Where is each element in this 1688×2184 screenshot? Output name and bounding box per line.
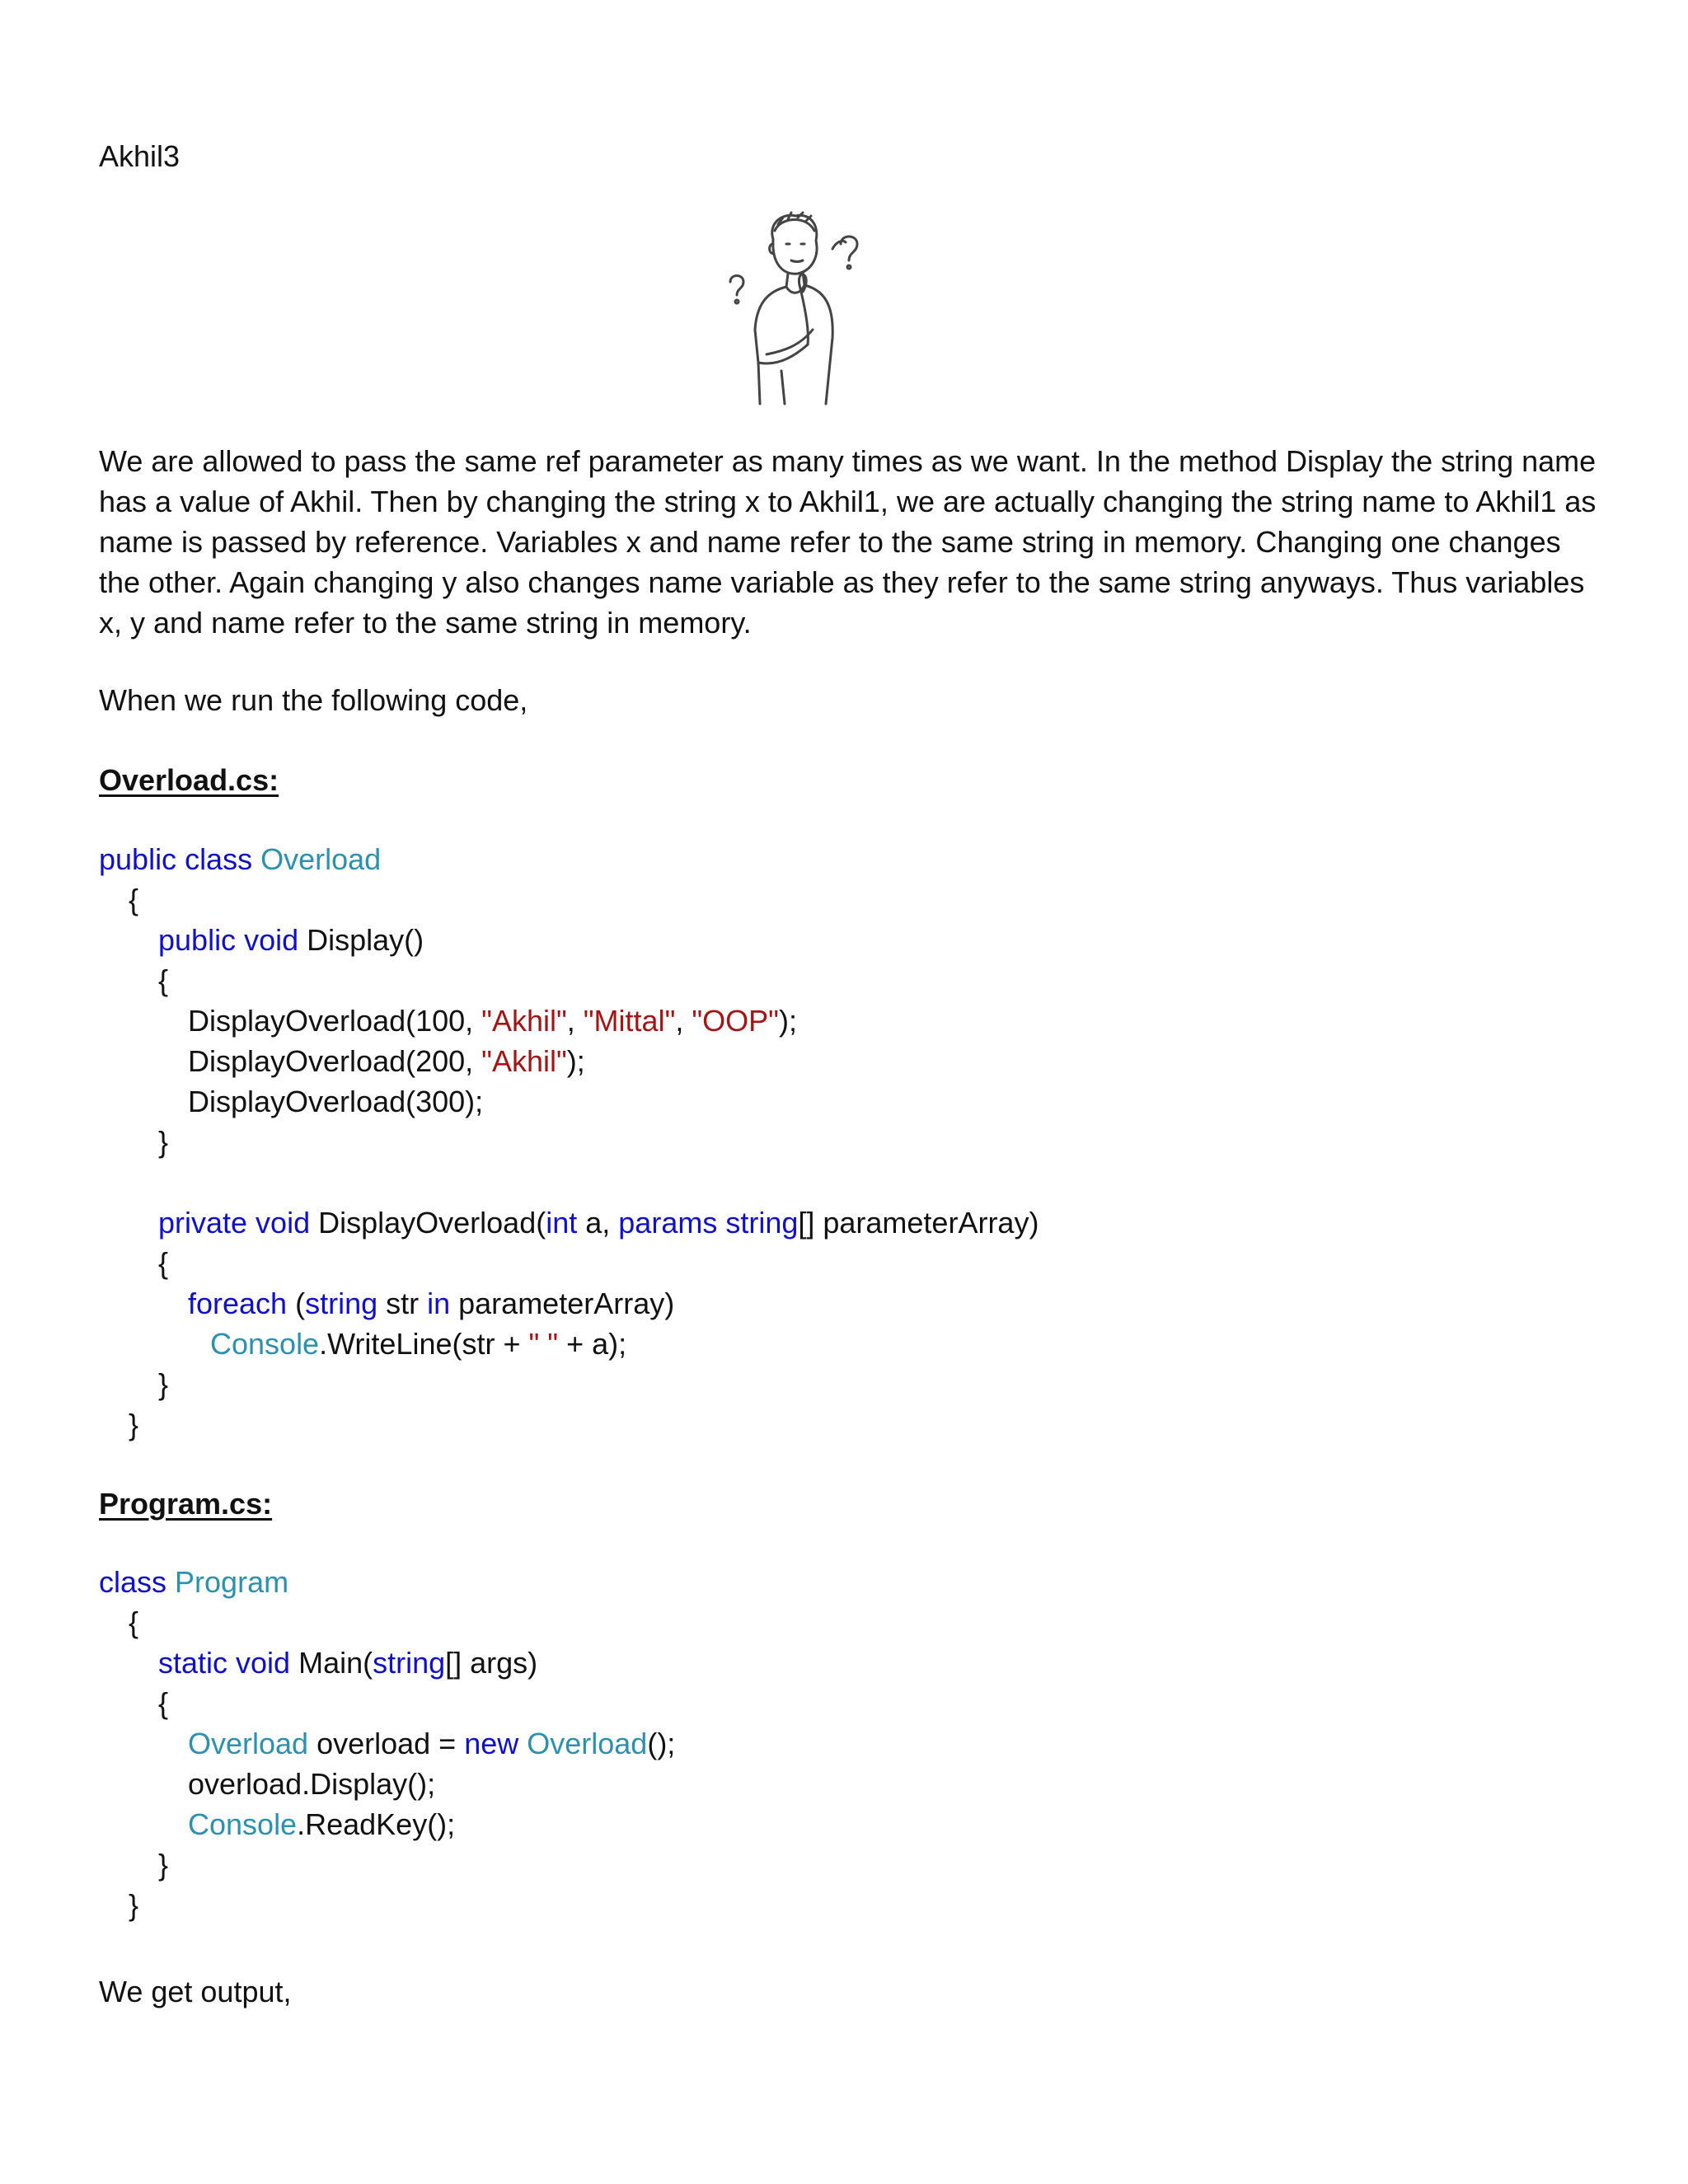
code-line (99, 839, 381, 879)
code-token: { (158, 1686, 169, 1720)
code-token: DisplayOverload(100, (188, 1004, 482, 1038)
code-token: ( (287, 1286, 306, 1320)
code-token: } (158, 1367, 169, 1401)
code-line (188, 1081, 483, 1122)
code-token: Main( (298, 1646, 373, 1680)
run-code-text: When we run the following code, (99, 683, 528, 717)
code-token: "Akhil" (481, 1004, 567, 1038)
code-line (188, 1283, 674, 1324)
code-token: } (158, 1848, 169, 1882)
code-token: in (427, 1286, 451, 1320)
thinking-person-illustration (709, 206, 874, 412)
code-line (158, 920, 424, 960)
code-token: , (566, 1004, 584, 1038)
code-token: static void (158, 1646, 299, 1680)
code-line (158, 1202, 1039, 1243)
code-token: parameterArray) (450, 1286, 675, 1320)
code-token: { (158, 1246, 169, 1280)
code-line (158, 960, 168, 1001)
code-token: private void (158, 1206, 319, 1240)
output-text: We get output, (99, 1975, 292, 2008)
code-token: } (129, 1888, 139, 1922)
code-token: Overload (527, 1727, 648, 1760)
code-token: string (305, 1286, 378, 1320)
code-token: new (464, 1727, 528, 1760)
program-file-heading: Program.cs: (99, 1487, 273, 1521)
code-token: Display() (307, 923, 424, 957)
code-line (158, 1243, 168, 1283)
code-token: int (546, 1206, 578, 1240)
code-token: Console (210, 1327, 320, 1361)
code-token: [] parameterArray) (798, 1206, 1039, 1240)
code-token: .ReadKey(); (297, 1807, 456, 1841)
code-line (188, 1041, 585, 1081)
code-token: , (675, 1004, 692, 1038)
code-line (129, 1404, 138, 1445)
code-token: " " (528, 1327, 559, 1361)
code-token: [] args) (445, 1646, 538, 1680)
code-token: DisplayOverload(300); (188, 1085, 484, 1118)
code-line (158, 1844, 168, 1885)
code-token: .WriteLine(str + (319, 1327, 529, 1361)
code-token: Program (175, 1565, 289, 1599)
code-line (188, 1723, 675, 1764)
overload-file-heading: Overload.cs: (99, 763, 279, 797)
code-line (129, 1602, 138, 1643)
code-token: class (99, 1565, 176, 1599)
code-line (99, 1562, 288, 1602)
code-line (129, 879, 138, 920)
code-token: "Akhil" (481, 1044, 567, 1078)
code-token: overload.Display(); (188, 1767, 436, 1801)
code-line (188, 1001, 797, 1041)
code-token: params string (618, 1206, 799, 1240)
code-token: str (377, 1286, 428, 1320)
code-token: ); (778, 1004, 797, 1038)
code-line (158, 1643, 537, 1683)
code-token: { (158, 963, 169, 997)
code-line (188, 1764, 435, 1804)
code-token: } (158, 1125, 169, 1159)
code-token: "OOP" (692, 1004, 779, 1038)
code-token: string (373, 1646, 446, 1680)
code-token: public class (99, 842, 261, 876)
code-token: a, (577, 1206, 619, 1240)
code-token: public void (158, 923, 307, 957)
code-token: "Mittal" (583, 1004, 676, 1038)
code-line (158, 1122, 168, 1162)
code-token: (); (647, 1727, 676, 1760)
code-token: Console (188, 1807, 298, 1841)
code-line (188, 1804, 455, 1844)
code-token: Overload (260, 842, 382, 876)
code-line (158, 1683, 168, 1723)
code-line (129, 1885, 138, 1925)
code-token: overload = (308, 1727, 465, 1760)
code-token: + a); (558, 1327, 627, 1361)
code-token: DisplayOverload(200, (188, 1044, 482, 1078)
code-token: { (129, 1605, 139, 1639)
code-token: foreach (188, 1286, 288, 1320)
intro-paragraph: We are allowed to pass the same ref parameter as many times as we want. In the method Display the string name has a value of Akhil. Then by changing the string x to Akhil1, we are actually changing the string name to Akhil1 as name is passed by reference. Variables x and name refer to the same string in memory. Changing one changes the other. Again changing y also changes name variable as they refer to the same string anyways. Thus variables x, y and name refer to the same string in memory. (99, 444, 1597, 640)
code-token: Overload (188, 1727, 309, 1760)
code-token: } (129, 1408, 139, 1441)
code-token: { (129, 883, 139, 916)
code-line (158, 1364, 168, 1404)
document-title: Akhil3 (99, 139, 181, 173)
code-line (210, 1324, 626, 1364)
code-token: DisplayOverload( (318, 1206, 546, 1240)
code-token: ); (566, 1044, 585, 1078)
